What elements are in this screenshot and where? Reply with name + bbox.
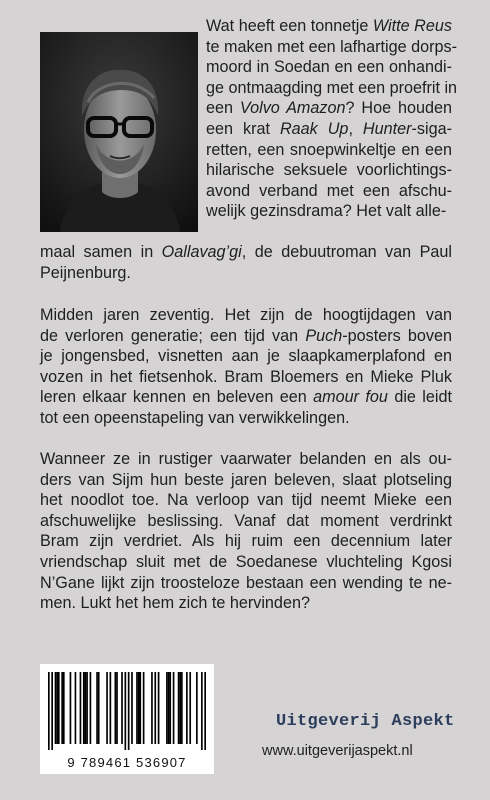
barcode-bar xyxy=(128,672,130,750)
barcode-bar xyxy=(204,672,206,750)
barcode-bar xyxy=(48,672,50,750)
barcode-bar xyxy=(86,672,88,744)
text-line: welijk gezinsdrama? Het valt alle- xyxy=(206,202,447,221)
barcode-bar xyxy=(131,672,133,744)
blurb-paragraph-2 xyxy=(40,305,452,429)
text-line: je jongensbed, visnetten aan je slaapkamerplafond en xyxy=(40,347,452,366)
text-line: het noodlot toe. Na verloop van tijd neemt Mieke een xyxy=(40,491,452,510)
text-line: tot een opeenstapeling van verwikkelingen. xyxy=(40,408,350,427)
barcode-bar xyxy=(116,672,118,744)
barcode-bar xyxy=(136,672,138,744)
author-portrait-icon xyxy=(40,32,198,232)
barcode-bar xyxy=(121,672,123,744)
text-line: vozen in het fietsenhok. Bram Bloemers en Mieke Pluk xyxy=(40,367,452,386)
blurb-paragraph-1 xyxy=(206,16,458,222)
barcode-bar xyxy=(139,672,141,744)
barcode-bar xyxy=(83,672,85,744)
barcode-bar xyxy=(158,672,160,744)
text-line: Wat heeft een tonnetje Witte Reus xyxy=(206,17,452,35)
text-line: N’Gane lijkt zijn troosteloze bestaan een wending te ne- xyxy=(40,573,452,592)
barcode-bar xyxy=(151,672,153,744)
barcode-bar xyxy=(201,672,203,750)
text-line: de verloren generatie; een tijd van Puch-posters boven xyxy=(40,326,452,345)
text-line: Peijnenburg. xyxy=(40,263,131,282)
text-line: vriendschap sluit met de Soedanese vluchteling Kgosi xyxy=(40,552,452,571)
text-line: een krat Raak Up, Hunter-siga- xyxy=(206,119,452,138)
text-line: men. Lukt het hem zich te hervinden? xyxy=(40,594,310,613)
blurb-paragraph-1-continued xyxy=(40,242,452,283)
barcode-bar xyxy=(96,672,98,744)
barcode-bar xyxy=(106,672,108,744)
italic-title: Raak Up xyxy=(279,119,349,138)
barcode-icon xyxy=(48,672,206,750)
barcode-bar xyxy=(179,672,181,744)
publisher-name: Uitgeverij Aspekt xyxy=(276,712,455,731)
barcode-bar xyxy=(98,672,100,744)
italic-title: Puch xyxy=(305,326,343,345)
barcode-bar xyxy=(178,672,180,744)
barcode-bar xyxy=(125,672,127,750)
italic-title: Hunter xyxy=(362,119,412,138)
text-line: ge ontmaagding met een proefrit in xyxy=(206,78,458,97)
author-photo xyxy=(40,32,198,232)
text-line: te maken met een lafhartige dorps- xyxy=(206,37,458,56)
italic-title: amour fou xyxy=(313,388,388,407)
barcode-bar xyxy=(154,672,156,744)
text-line: leren elkaar kennen en beleven een amour fou die leidt xyxy=(40,388,452,407)
text-line: hilarische seksuele voorlichtings- xyxy=(206,161,452,180)
barcode-bar xyxy=(80,672,82,744)
barcode-bar xyxy=(90,672,92,744)
barcode-bar xyxy=(166,672,168,744)
text-line: ders van Sijm hun beste jaren beleven, slaat plotseling xyxy=(40,470,452,489)
barcode-bar xyxy=(58,672,60,744)
barcode-bar xyxy=(70,672,72,744)
barcode-bar xyxy=(75,672,77,744)
barcode-bar xyxy=(143,672,145,744)
text-line: een Volvo Amazon? Hoe houden xyxy=(206,99,452,118)
barcode-bar xyxy=(110,672,112,744)
italic-title: Oallavag’gi xyxy=(161,243,242,261)
barcode-bar xyxy=(55,672,57,744)
barcode-bar xyxy=(169,672,171,744)
barcode-bar xyxy=(196,672,198,744)
text-line: maal samen in Oallavag’gi, de debuutroman van Paul xyxy=(40,243,453,261)
text-line: avond verband met een afschu- xyxy=(206,181,452,200)
barcode-bar xyxy=(138,672,140,744)
barcode-bar xyxy=(186,672,188,744)
barcode-bar xyxy=(181,672,183,744)
barcode-bar xyxy=(51,672,53,750)
barcode-bar xyxy=(173,672,175,744)
italic-title: Volvo Amazon xyxy=(239,99,346,118)
barcode-bar xyxy=(168,672,170,744)
italic-title: Witte Reus xyxy=(372,17,452,35)
text-line: Midden jaren zeventig. Het zijn de hoogtijdagen van xyxy=(40,306,452,324)
barcode-bar xyxy=(61,672,63,744)
barcode-bar xyxy=(189,672,191,744)
text-line: Wanneer ze in rustiger vaarwater belanden en als ou- xyxy=(40,450,452,468)
barcode-bar xyxy=(85,672,87,744)
blurb-paragraph-3 xyxy=(40,449,452,614)
barcode-bar xyxy=(63,672,65,744)
isbn-number: 9 789461 536907 xyxy=(67,755,187,770)
barcode xyxy=(40,664,214,774)
barcode-bar xyxy=(115,672,117,744)
publisher-website: www.uitgeverijaspekt.nl xyxy=(262,743,413,759)
text-line: afschuwelijke beslissing. Vanaf dat moment verdrinkt xyxy=(40,511,452,530)
text-line: retten, een snoepwinkeltje en een xyxy=(206,140,452,159)
text-line: Bram zijn verdriet. Als hij ruim een decennium later xyxy=(40,532,452,551)
barcode-bar xyxy=(56,672,58,744)
text-line: moord in Soedan en een onhandi- xyxy=(206,58,452,77)
